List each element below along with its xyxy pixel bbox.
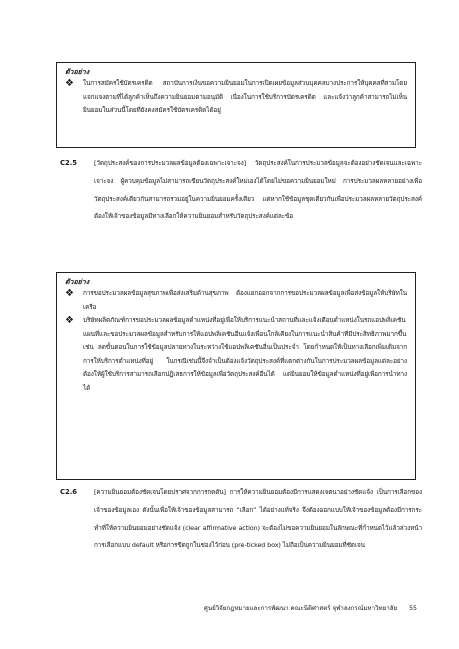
- example-title: ตัวอย่าง: [65, 278, 90, 286]
- footer-text: ศูนย์วิจัยกฎหมายและการพัฒนา คณะนิติศาสตร์ จุฬาลงกรณ์มหาวิทยาลัย: [203, 605, 398, 612]
- bullet-text: การขอประมวลผลข้อมูลสุขภาพเพื่อส่งเสริมด้านสุขภาพ ต้องแยกออกจากการขอประมวลผลข้อมูลเพื่อส่งข้อมูลให้บริษัทในเครือ: [83, 289, 407, 311]
- bullet-item: [63, 314, 407, 395]
- section-number: C2.6: [60, 488, 78, 496]
- section-c2-6: [60, 484, 422, 555]
- bullet-text: บริษัทผลิตภัณฑ์การขอประมวลผลข้อมูลตำแหน่งที่อยู่เพื่อให้บริการแนะนำสถานที่และแจ้งเตือนตำแหน่งในรถแอปพลิเคชันแผนที่และขอประมวลผลข้อมูลสำหรับการให้แอปพลิเคชันอื่นแจ้งเพื่อนใกล้เคียงในการแนะนำสินค้าที่มีประสิทธิภาพมากขึ้น เช่น ลดขั้นตอนในการใช้ข้อมูลปลายทางในระหว่างใช้แอปพลิเคชันอื่นเป็นประจำ โดยกำหนดให้เป็นทางเลือกเพิ่มเติมจากการให้บริการตำแหน่งที่อยู่ ในกรณีเช่นนี้จึงจำเป็นต้องแจ้งวัตถุประสงค์ที่แตกต่างกันในการประมวลผลข้อมูลแต่ละอย่าง ต้องให้ผู้ใช้บริการสามารถเลือกปฏิเสธการให้ข้อมูลเพื่อวัตถุประสงค์อื่นได้ แต่ยินยอมให้ข้อมูลตำแหน่งที่อยู่เพื่อการนำทางได้: [83, 316, 407, 392]
- example-box-1: [56, 62, 416, 148]
- section-text: [วัตถุประสงค์ของการประมวลผลข้อมูลต้องเฉพาะเจาะจง] วัตถุประสงค์ในการประมวลข้อมูลจะต้องอย่างชัดเจนและเฉพาะเจาะจง ผู้ควบคุมข้อมูลไม่สามารถเขียนวัตถุประสงค์ใหม่เองได้โดยไม่ขอความยินยอมใหม่ การประมวลผลหลายอย่างเพื่อวัตถุประสงค์เดียวกันสามารถรวมอยู่ในความยินยอมครั้งเดียว แต่หากใช้ข้อมูลชุดเดียวกันเพื่อประมวลผลหลายวัตถุประสงค์ ต้องให้เจ้าของข้อมูลมีทางเลือกให้ความยินยอมสำหรับวัตถุประสงค์แต่ละข้อ: [94, 159, 422, 221]
- section-text: [ความยินยอมต้องชัดเจนโดยปราศจากการกดดัน] การให้ความยินยอมต้องมีการแสดงเจตนาอย่างชัดแจ้ง เป็นการเลือกของเจ้าของข้อมูลเอง ดังนั้นเพื่อให้เจ้าของข้อมูลสามารถ “เลือก” ได้อย่างแท้จริง จึงต้องออกแบบให้เจ้าของข้อมูลต้องมีการกระทำที่ให้ความยินยอมอย่างชัดแจ้ง (clear affirmative action) จะต้องไม่ขอความยินยอมในลักษณะที่กำหนดไว้แล้วล่วงหน้า การเลือกแบบ default หรือการขีดถูกในช่องไว้ก่อน (pre-ticked box) ไม่ถือเป็นความยินยอมที่ชัดเจน: [94, 488, 422, 550]
- bullet-item: [63, 287, 407, 314]
- bullet-text: ในการสมัครใช้บัตรเครดิต สถาบันการเงินขอความยินยอมในการเปิดเผยข้อมูลส่วนบุคคลบางประการให้บุคคลที่สามโดยแจกแจงตามที่ได้ลูกค้าเห็นถึงความยินยอมตามอนุมัติ เนื่องในการใช้บริการบัตรเครดิต และแจ้งว่าลูกค้าสามารถไม่เห็นยินยอมในส่วนนี้โดยที่ยังคงสมัครใช้บัตรเครดิตได้อยู่: [83, 79, 407, 114]
- section-c2-5: [60, 155, 422, 226]
- section-number: C2.5: [60, 159, 78, 167]
- example-box-2: [56, 272, 416, 480]
- page-footer: [204, 604, 417, 614]
- diamond-bullet-icon: ❖: [65, 288, 74, 299]
- bullet-item: [63, 77, 407, 118]
- diamond-bullet-icon: ❖: [65, 78, 74, 89]
- diamond-bullet-icon: ❖: [65, 315, 74, 326]
- example-title: ตัวอย่าง: [65, 68, 90, 76]
- page-number: 55: [409, 605, 417, 612]
